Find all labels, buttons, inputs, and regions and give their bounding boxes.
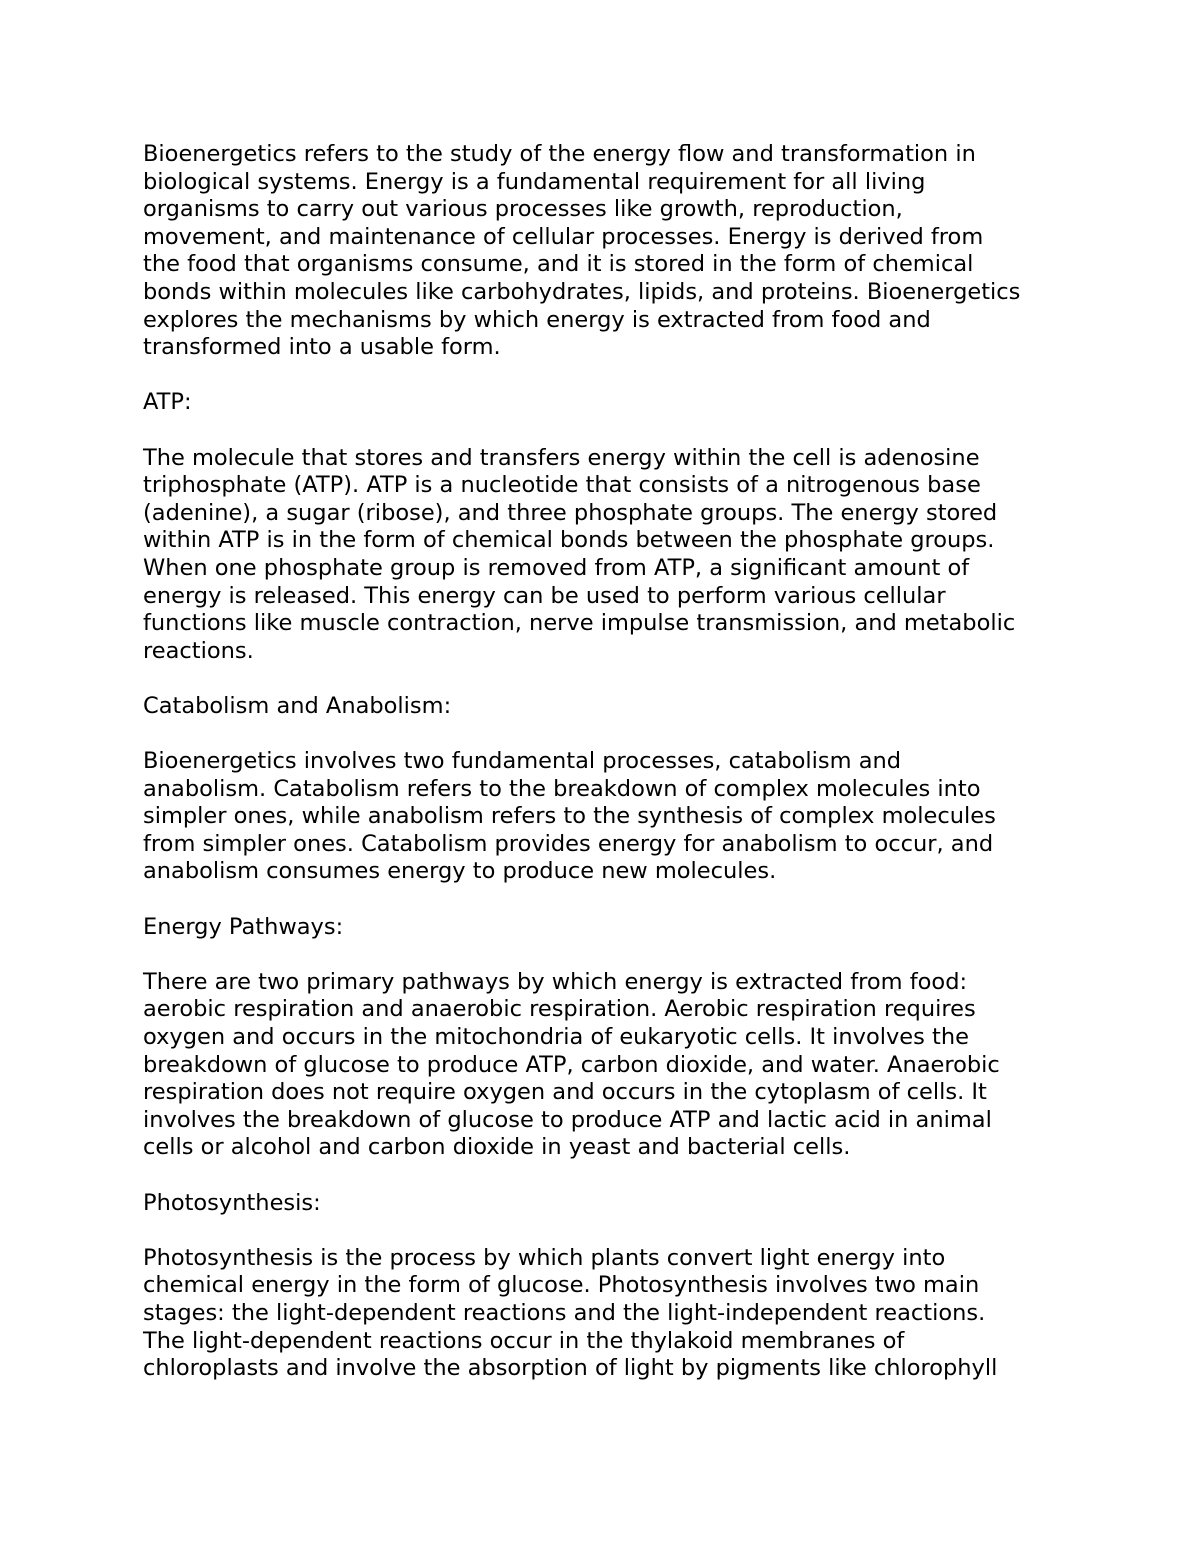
paragraph-energy-pathways: There are two primary pathways by which energy is extracted from food: aerobic respiration and anaerobic respiration. Aerobic respiration requires oxygen and occurs in the mitochondria of eukaryotic cells. It involves the breakdown of glucose to produce ATP, carbon dioxide, and water. Anaerobic respiration does not require oxygen and occurs in the cytoplasm of cells. It involves the breakdown of glucose to produce ATP and lactic acid in animal cells or alcohol and carbon dioxide in yeast and bacterial cells. xyxy=(143,968,1000,1161)
paragraph-catabolism-anabolism: Bioenergetics involves two fundamental processes, catabolism and anabolism. Catabolism refers to the breakdown of complex molecules into simpler ones, while anabolism refers to the synthesis of complex molecules from simpler ones. Catabolism provides energy for anabolism to occur, and anabolism consumes energy to produce new molecules. xyxy=(143,748,996,885)
paragraph-atp: The molecule that stores and transfers energy within the cell is adenosine triphosphate (ATP). ATP is a nucleotide that consists of a nitrogenous base (adenine), a sugar (ribose), and three phosphate groups. The energy stored within ATP is in the form of chemical bonds between the phosphate groups. When one phosphate group is removed from ATP, a significant amount of energy is released. This energy can be used to perform various cellular functions like muscle contraction, nerve impulse transmission, and metabolic reactions. xyxy=(143,444,1016,664)
heading-energy-pathways: Energy Pathways: xyxy=(143,913,344,940)
heading-atp: ATP: xyxy=(143,389,192,416)
document-body xyxy=(143,141,1068,1383)
heading-photosynthesis: Photosynthesis: xyxy=(143,1189,321,1216)
paragraph-intro: Bioenergetics refers to the study of the energy flow and transformation in biological systems. Energy is a fundamental requirement for all living organisms to carry out various processes like growth, reproduction, movement, and maintenance of cellular processes. Energy is derived from the food that organisms consume, and it is stored in the form of chemical bonds within molecules like carbohydrates, lipids, and proteins. Bioenergetics explores the mechanisms by which energy is extracted from food and transformed into a usable form. xyxy=(143,141,1021,361)
heading-catabolism-anabolism: Catabolism and Anabolism: xyxy=(143,692,452,719)
paragraph-photosynthesis: Photosynthesis is the process by which plants convert light energy into chemical energy in the form of glucose. Photosynthesis involves two main stages: the light-dependent reactions and the light-independent reactions. The light-dependent reactions occur in the thylakoid membranes of chloroplasts and involve the absorption of light by pigments like chlorophyll xyxy=(143,1244,998,1382)
